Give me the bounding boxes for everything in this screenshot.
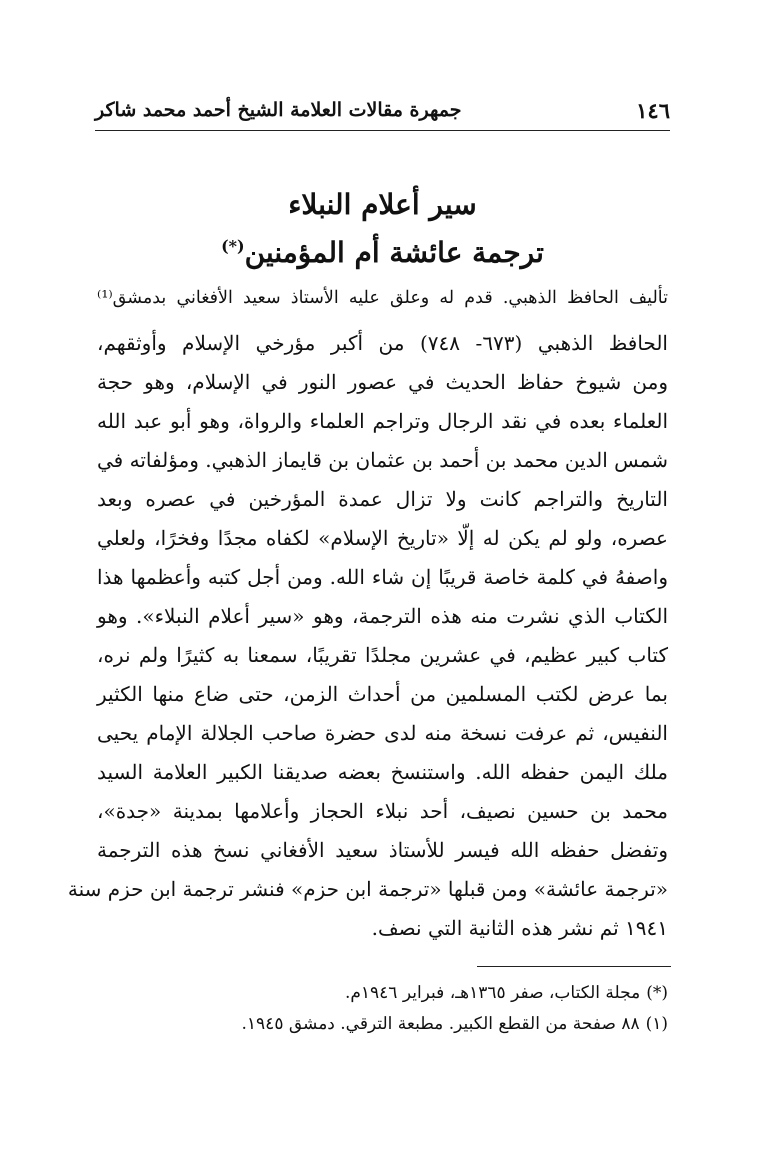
article-subtitle (95, 236, 670, 269)
footnote-text: مجلة الكتاب، صفر ١٣٦٥هـ، فبراير ١٩٤٦م. (344, 983, 641, 1003)
running-title: جمهرة مقالات العلامة الشيخ أحمد محمد شاكر (95, 99, 462, 121)
article-title (95, 188, 670, 221)
page-number: ١٤٦ (636, 97, 670, 123)
body-line-12: النفيس، ثم عرفت نسخة منه لدى حضرة صاحب الجلالة الإمام يحيى (97, 721, 668, 745)
body-line-5: شمس الدين محمد بن أحمد بن عثمان بن قايماز الذهبي. ومؤلفاته في (97, 448, 668, 472)
body-line-15: وتفضل حفظه الله فيسر للأستاذ سعيد الأفغاني نسخ هذه الترجمة (97, 838, 668, 862)
footnote-mark-star: (*) (221, 236, 245, 256)
body-line-11: بما عرض لكتب المسلمين من أحداث الزمن، حتى ضاع منها الكثير (97, 682, 668, 706)
article-title-text: سير أعلام النبلاء (288, 188, 477, 221)
body-line-4: العلماء بعده في نقد الرجال وتراجم العلماء والرواة، وهو أبو عبد الله (97, 409, 668, 433)
body-line-9: الكتاب الذي نشرت منه هذه الترجمة، وهو «سير أعلام النبلاء». وهو (97, 604, 668, 628)
footnote-rule (477, 966, 671, 967)
footnote-marker: (١) (645, 1014, 668, 1034)
body-line-17: ١٩٤١ ثم نشر هذه الثانية التي نصف. (371, 916, 668, 940)
body-line-16: «ترجمة عائشة» ومن قبلها «ترجمة ابن حزم» فنشر ترجمة ابن حزم سنة (67, 877, 668, 901)
footnote-marker: (*) (646, 983, 668, 1003)
body-line-1: تأليف الحافظ الذهبي. قدم له وعلق عليه الأستاذ سعيد الأفغاني بدمشق⁽¹⁾ (97, 288, 668, 308)
footnote-star (97, 983, 668, 1003)
body-line-13: ملك اليمن حفظه الله. واستنسخ بعضه صديقنا الكبير العلامة السيد (97, 760, 669, 784)
body-line-10: كتاب كبير عظيم، في عشرين مجلدًا تقريبًا، سمعنا به كثيرًا ولم نره، (97, 643, 668, 667)
body-line-14: محمد بن حسين نصيف، أحد نبلاء الحجاز وأعلامها بمدينة «جدة»، (97, 799, 668, 823)
header-rule (95, 130, 670, 131)
article-subtitle-text: ترجمة عائشة أم المؤمنين (244, 236, 544, 269)
body-line-6: التاريخ والتراجم كانت ولا تزال عمدة المؤرخين في عصره وبعد (97, 487, 668, 511)
body-line-3: ومن شيوخ حفاظ الحديث في عصور النور في الإسلام، وهو حجة (97, 370, 668, 394)
footnote-text: ٨٨ صفحة من القطع الكبير. مطبعة الترقي. دمشق ١٩٤٥. (241, 1014, 640, 1034)
footnote-1 (97, 1014, 668, 1034)
body-line-7: عصره، ولو لم يكن له إلّا «تاريخ الإسلام» لكفاه مجدًا وفخرًا، ولعلي (97, 526, 668, 550)
page-header (95, 93, 670, 127)
body-line-8: واصفهُ في كلمة خاصة قريبًا إن شاء الله. ومن أجل كتبه وأعظمها هذا (97, 565, 668, 589)
body-line-2: الحافظ الذهبي (٦٧٣- ٧٤٨) من أكبر مؤرخي الإسلام وأوثقهم، (97, 331, 668, 355)
